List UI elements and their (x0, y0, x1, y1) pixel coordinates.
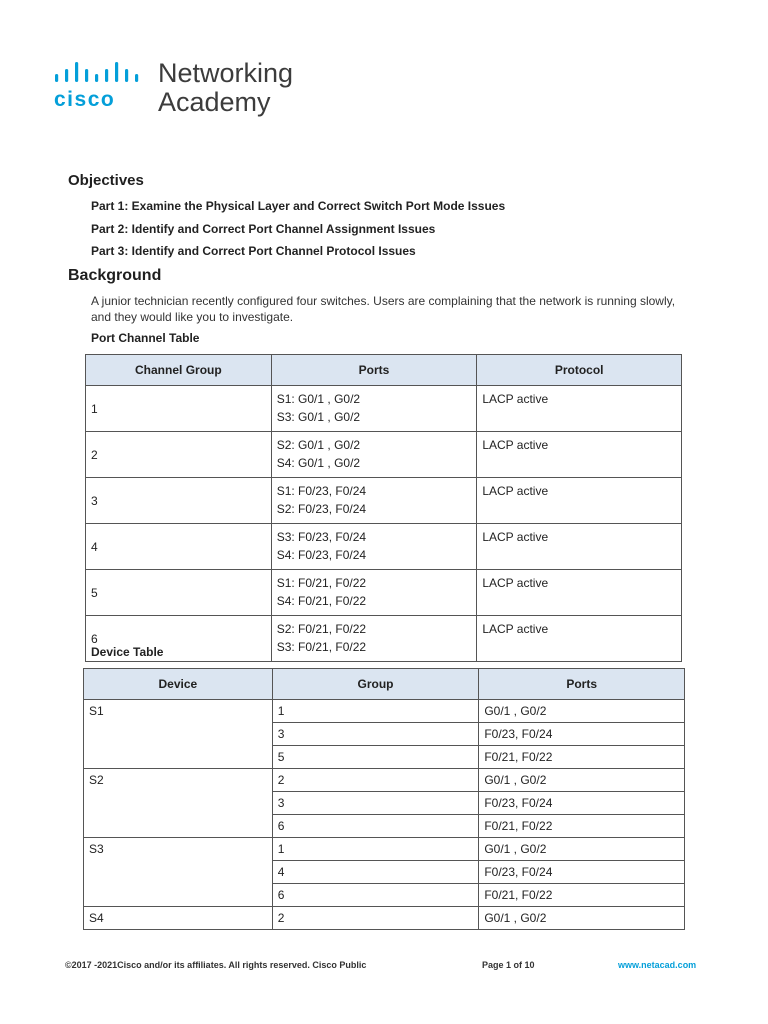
group-cell: 6 (272, 884, 479, 907)
group-cell: 4 (272, 861, 479, 884)
protocol-cell: LACP active (477, 616, 682, 662)
group-cell: 2 (272, 769, 479, 792)
logo-networking-text: Networking (158, 58, 294, 88)
ports-cell: F0/23, F0/24 (479, 792, 685, 815)
column-header: Channel Group (86, 355, 272, 386)
cisco-bridge-icon (54, 60, 146, 86)
ports-cell: F0/23, F0/24 (479, 723, 685, 746)
table-row (86, 386, 682, 432)
ports-cell: G0/1 , G0/2 (479, 700, 685, 723)
column-header: Group (272, 669, 479, 700)
logo-academy-text: Academy (158, 87, 271, 117)
footer-netacad-link[interactable]: www.netacad.com (618, 960, 697, 970)
channel-group-cell: 3 (86, 478, 272, 524)
group-cell: 2 (272, 907, 479, 930)
objectives-list (91, 199, 505, 267)
ports-line: S2: G0/1 , G0/2 (276, 438, 361, 452)
group-cell: 6 (272, 815, 479, 838)
table-row (86, 432, 682, 478)
table-row (86, 616, 682, 662)
device-cell: S4 (84, 907, 273, 930)
footer-copyright: ©2017 -2021Cisco and/or its affiliates. All rights reserved. Cisco Public (65, 960, 367, 970)
device-cell: S2 (84, 769, 273, 838)
column-header: Ports (479, 669, 685, 700)
column-header: Ports (271, 355, 477, 386)
ports-line: S2: F0/21, F0/22 (276, 622, 367, 636)
footer-page-number: Page 1 of 10 (482, 960, 535, 970)
ports-line: S4: G0/1 , G0/2 (276, 456, 361, 470)
device-table (83, 668, 685, 930)
channel-group-cell: 5 (86, 570, 272, 616)
objective-item: Part 1: Examine the Physical Layer and Correct Switch Port Mode Issues (91, 199, 506, 213)
ports-line: S4: F0/21, F0/22 (276, 594, 367, 608)
cisco-networking-academy-logo (54, 58, 314, 118)
column-header: Protocol (477, 355, 682, 386)
channel-group-cell: 1 (86, 386, 272, 432)
ports-cell (271, 616, 477, 662)
ports-cell: F0/21, F0/22 (479, 815, 685, 838)
ports-cell: G0/1 , G0/2 (479, 907, 685, 930)
protocol-cell: LACP active (477, 432, 682, 478)
table-header-row (86, 355, 682, 386)
ports-line: S1: G0/1 , G0/2 (276, 392, 361, 406)
group-cell: 1 (272, 700, 479, 723)
port-channel-table-caption: Port Channel Table (91, 331, 200, 345)
port-channel-table (85, 354, 682, 662)
ports-line: S3: F0/21, F0/22 (276, 640, 367, 654)
protocol-cell: LACP active (477, 386, 682, 432)
column-header: Device (84, 669, 273, 700)
background-paragraph: A junior technician recently configured four switches. Users are complaining that the network is running slowly, and they would like you to investigate. (91, 294, 676, 324)
ports-cell: G0/1 , G0/2 (479, 769, 685, 792)
background-heading: Background (68, 267, 162, 284)
protocol-cell: LACP active (477, 570, 682, 616)
protocol-cell: LACP active (477, 478, 682, 524)
device-cell: S1 (84, 700, 273, 769)
channel-group-cell: 2 (86, 432, 272, 478)
table-row (86, 570, 682, 616)
ports-line: S2: F0/23, F0/24 (276, 502, 367, 516)
table-row (84, 700, 685, 723)
ports-cell: F0/21, F0/22 (479, 884, 685, 907)
group-cell: 1 (272, 838, 479, 861)
protocol-cell: LACP active (477, 524, 682, 570)
ports-cell (271, 386, 477, 432)
ports-cell (271, 524, 477, 570)
table-row (84, 769, 685, 792)
device-cell: S3 (84, 838, 273, 907)
channel-group-cell: 4 (86, 524, 272, 570)
ports-cell: G0/1 , G0/2 (479, 838, 685, 861)
table-row (84, 838, 685, 861)
objective-item: Part 2: Identify and Correct Port Channel Assignment Issues (91, 221, 436, 236)
ports-cell (271, 432, 477, 478)
group-cell: 5 (272, 746, 479, 769)
group-cell: 3 (272, 723, 479, 746)
ports-line: S4: F0/23, F0/24 (276, 548, 367, 562)
ports-line: S3: F0/23, F0/24 (276, 530, 367, 544)
ports-line: S3: G0/1 , G0/2 (276, 410, 361, 424)
objective-item: Part 3: Identify and Correct Port Channel Protocol Issues (91, 244, 416, 258)
group-cell: 3 (272, 792, 479, 815)
objectives-heading: Objectives (68, 172, 144, 189)
device-table-caption: Device Table (91, 645, 164, 659)
table-header-row (84, 669, 685, 700)
ports-cell: F0/23, F0/24 (479, 861, 685, 884)
ports-cell: F0/21, F0/22 (479, 746, 685, 769)
ports-cell (271, 570, 477, 616)
table-row (84, 907, 685, 930)
cisco-wordmark: cisco (54, 88, 116, 111)
channel-group-cell: 6 (86, 616, 272, 662)
table-row (86, 478, 682, 524)
table-row (86, 524, 682, 570)
ports-cell (271, 478, 477, 524)
ports-line: S1: F0/23, F0/24 (276, 484, 367, 498)
ports-line: S1: F0/21, F0/22 (276, 576, 367, 590)
